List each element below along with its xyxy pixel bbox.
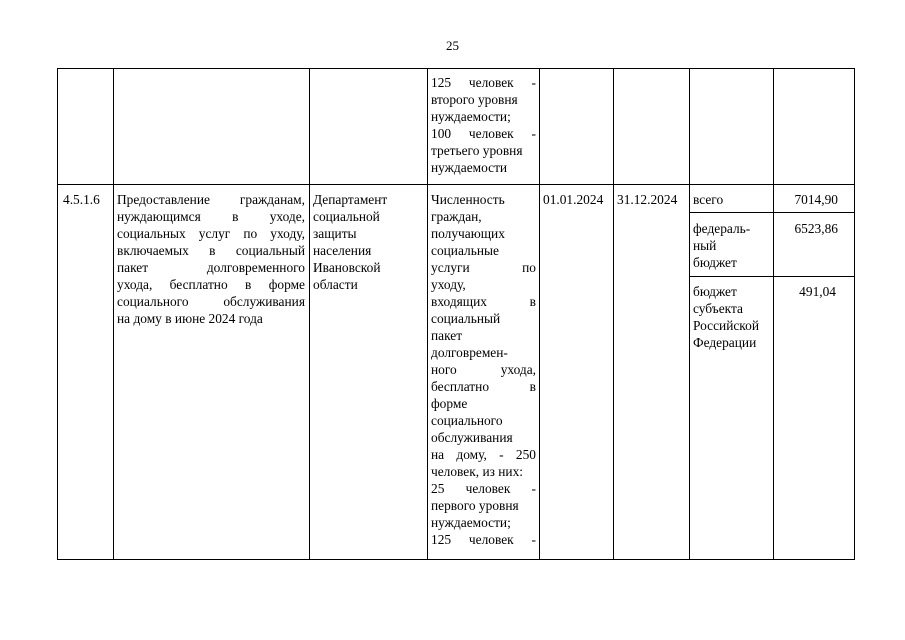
text-line: форме — [431, 396, 468, 411]
text-line: ный — [693, 238, 717, 253]
text-line: граждан, — [431, 209, 482, 224]
text-line: долговремен- — [431, 345, 508, 360]
text-line: всего — [693, 192, 724, 207]
funding-source-federal — [693, 220, 771, 271]
funding-amount-total: 7014,90 — [794, 192, 838, 207]
text-line: социальных услуг по уходу, — [117, 226, 305, 241]
table-border-bottom — [57, 559, 855, 560]
text-line: ухода, бесплатно в форме — [117, 277, 305, 292]
text-line: защиты — [313, 226, 357, 241]
text-line: второго уровня — [431, 92, 518, 107]
text-line: Предоставление гражданам, — [117, 192, 305, 207]
event-description — [117, 191, 305, 327]
text-line: пакет долговременного — [117, 260, 305, 275]
text-line: бюджет — [693, 255, 737, 270]
column-divider — [113, 68, 114, 560]
text-line: социальной — [313, 209, 380, 224]
text-line: социального обслуживания — [117, 294, 305, 309]
funding-divider-2 — [689, 276, 855, 277]
text-line: Ивановской — [313, 260, 381, 275]
column-divider — [427, 68, 428, 560]
start-date: 01.01.2024 — [543, 192, 604, 207]
text-line: нуждаемости; — [431, 109, 511, 124]
text-line: социальные — [431, 243, 499, 258]
column-divider — [539, 68, 540, 560]
text-line: Численность — [431, 192, 505, 207]
funding-amount-federal: 6523,86 — [794, 221, 838, 236]
text-line: социального — [431, 413, 503, 428]
text-line: федераль- — [693, 221, 751, 236]
text-line: населения — [313, 243, 372, 258]
text-line: нуждающимся в уходе, — [117, 209, 305, 224]
text-line: уходу, — [431, 277, 466, 292]
funding-divider-1 — [689, 212, 855, 213]
text-line: 125 человек - — [431, 75, 536, 90]
top-row-indicator — [431, 74, 536, 176]
table-border-left — [57, 68, 58, 560]
text-line: 125 человек - — [431, 532, 536, 547]
text-line: обслуживания — [431, 430, 513, 445]
executor — [313, 191, 425, 293]
text-line: первого уровня — [431, 498, 519, 513]
table-border-right — [854, 68, 855, 560]
table-border-top — [57, 68, 855, 69]
text-line: третьего уровня — [431, 143, 523, 158]
text-line: 25 человек - — [431, 481, 536, 496]
text-line: Российской — [693, 318, 759, 333]
funding-amount-regional: 491,04 — [799, 284, 836, 299]
text-line: субъекта — [693, 301, 743, 316]
text-line: услуги по — [431, 260, 536, 275]
end-date: 31.12.2024 — [617, 192, 678, 207]
text-line: нуждаемости — [431, 160, 508, 175]
text-line: области — [313, 277, 358, 292]
text-line: бюджет — [693, 284, 737, 299]
text-line: Департамент — [313, 192, 388, 207]
text-line: Федерации — [693, 335, 757, 350]
column-divider — [613, 68, 614, 560]
row-number: 4.5.1.6 — [63, 192, 100, 207]
column-divider — [773, 68, 774, 560]
text-line: на дому, - 250 — [431, 447, 536, 462]
text-line: пакет — [431, 328, 463, 343]
text-line: включаемых в социальный — [117, 243, 305, 258]
funding-source-regional — [693, 283, 771, 351]
column-divider — [689, 68, 690, 560]
text-line: человек, из них: — [431, 464, 523, 479]
text-line: на дому в июне 2024 года — [117, 311, 263, 326]
text-line: получающих — [431, 226, 505, 241]
text-line: ного ухода, — [431, 362, 536, 377]
funding-source-total — [693, 191, 771, 208]
text-line: бесплатно в — [431, 379, 536, 394]
text-line: нуждаемости; — [431, 515, 511, 530]
text-line: 100 человек - — [431, 126, 536, 141]
indicator — [431, 191, 536, 548]
text-line: входящих в — [431, 294, 536, 309]
page-number: 25 — [446, 38, 459, 53]
row-divider — [57, 184, 855, 185]
text-line: социальный — [431, 311, 501, 326]
column-divider — [309, 68, 310, 560]
